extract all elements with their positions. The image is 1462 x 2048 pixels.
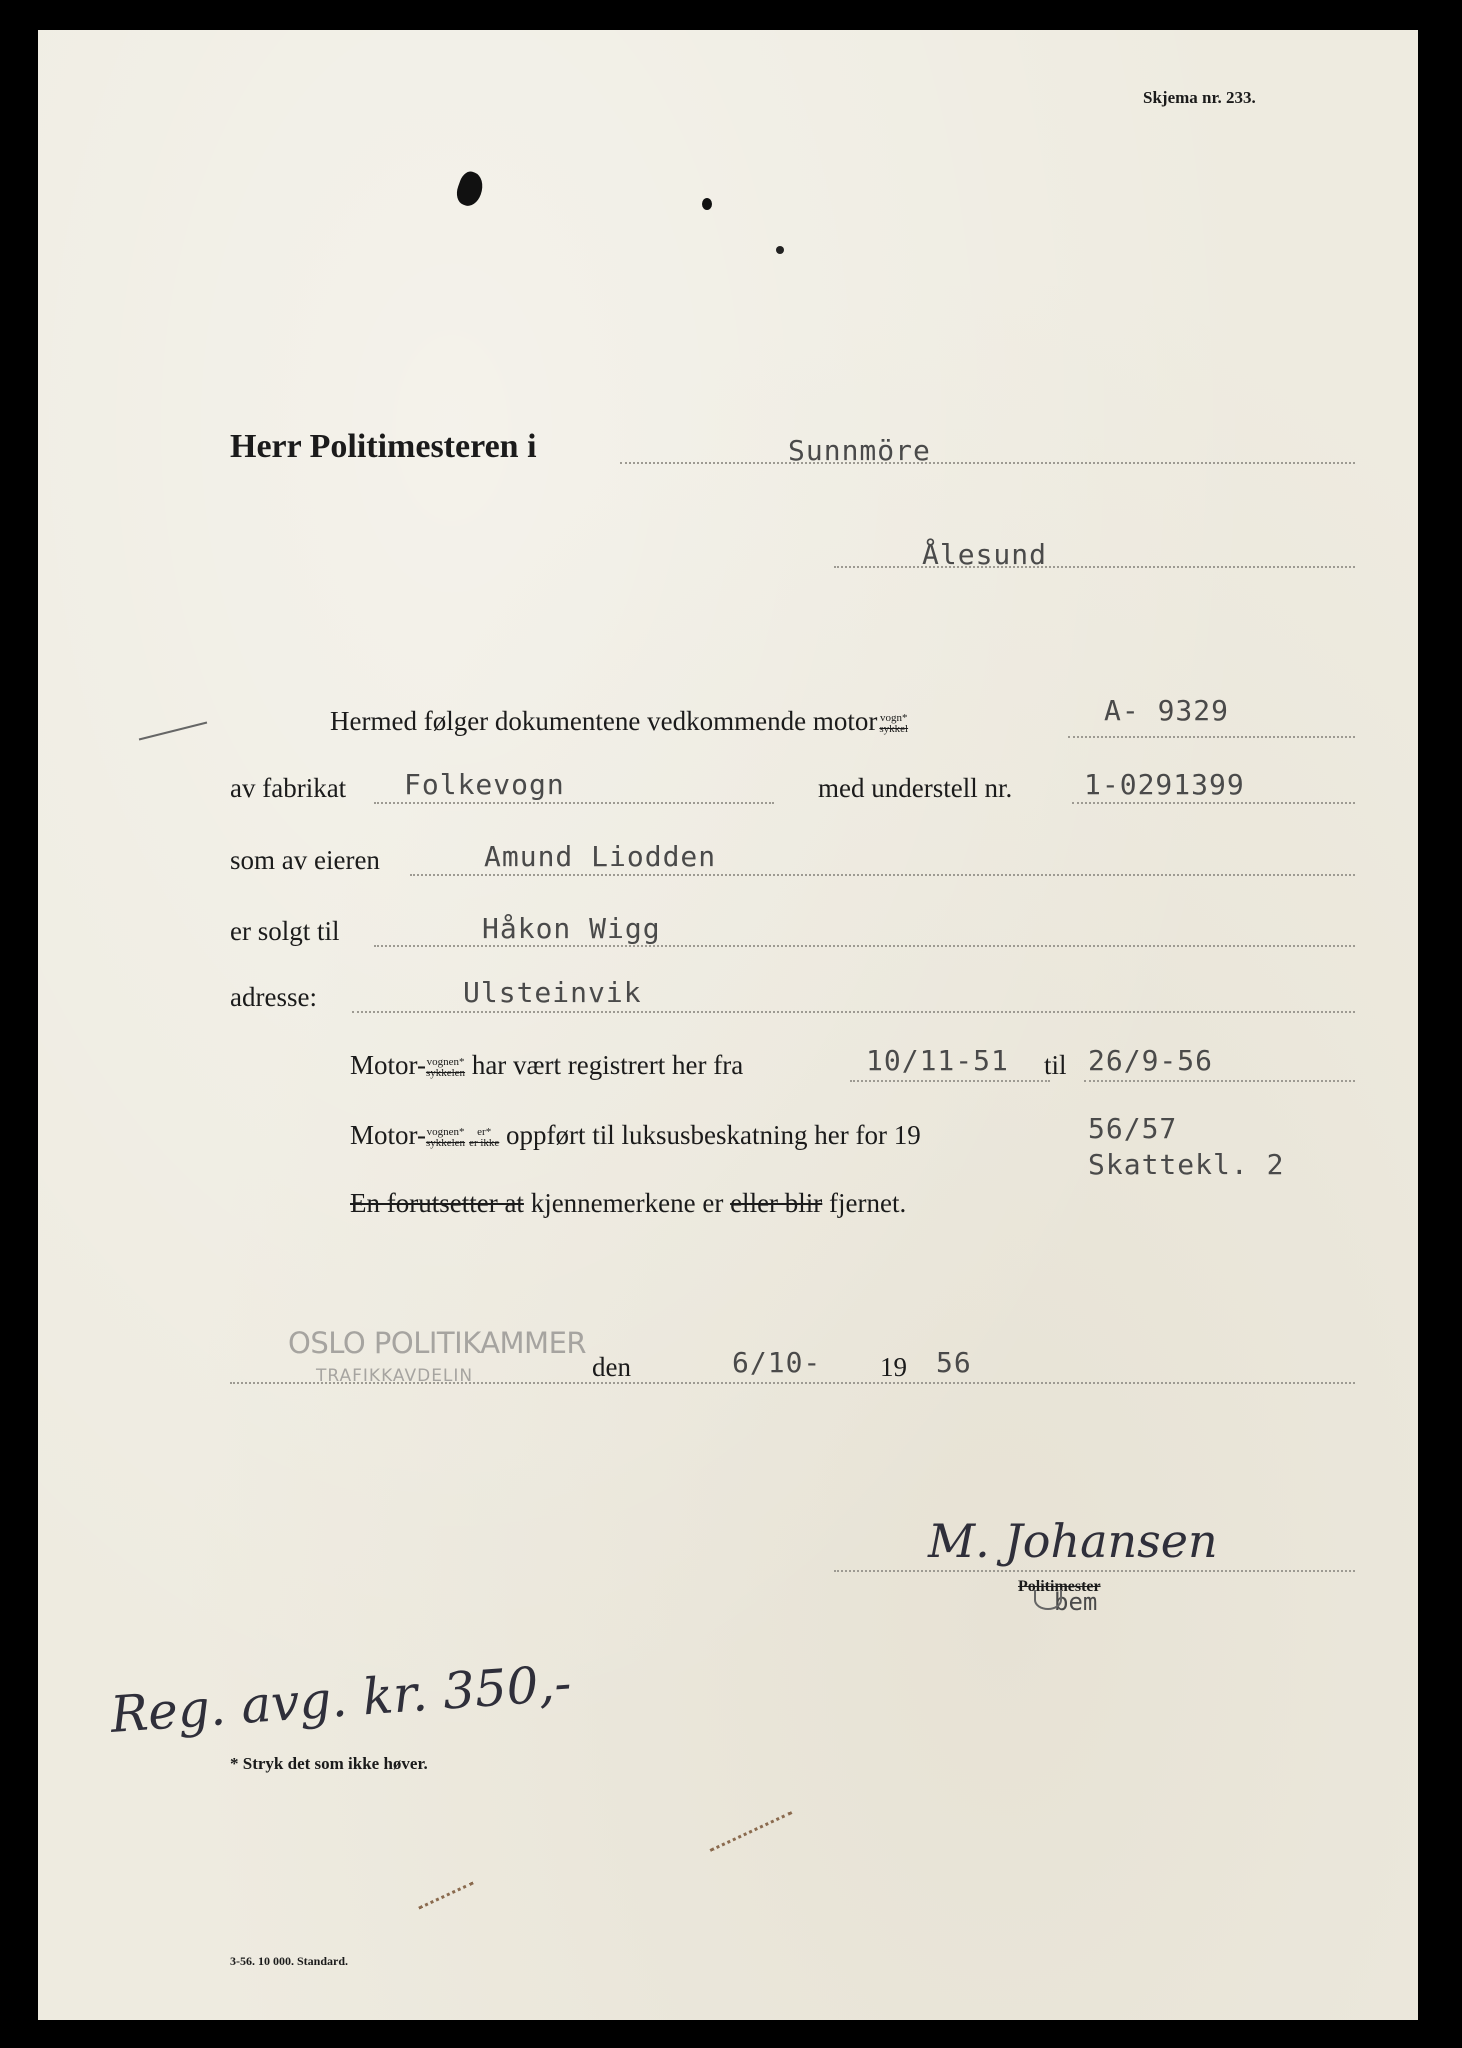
tax-year: 56/57	[1088, 1112, 1178, 1145]
fee-note: Reg. avg. kr. 350,-	[108, 1653, 574, 1745]
registered-to: 26/9-56	[1088, 1044, 1214, 1077]
registration-line: Motor- vognen* sykkelen har vært registrert her fra	[350, 1050, 744, 1080]
address-value: Ulsteinvik	[463, 976, 642, 1009]
chassis-label: med understell nr.	[818, 773, 1013, 803]
tax-class: Skattekl. 2	[1088, 1148, 1285, 1181]
plates-line: En forutsetter at kjennemerkene er eller blir fjernet.	[350, 1188, 907, 1218]
date-day: 6/10-	[732, 1346, 822, 1379]
date-den: den	[592, 1352, 631, 1382]
option-sykkelen-struck: sykkelen	[425, 1066, 466, 1079]
dotted-line	[352, 1011, 1355, 1013]
dotted-line	[230, 1382, 1355, 1384]
registration-number: A- 9329	[1104, 694, 1230, 727]
option-sykkel-struck: sykkel	[879, 722, 909, 735]
vehicle-make: Folkevogn	[404, 768, 565, 801]
paper-hole-mark	[776, 246, 784, 254]
option-sykkelen-struck: sykkelen	[425, 1136, 466, 1149]
buyer-name: Håkon Wigg	[482, 912, 661, 945]
buyer-label: er solgt til	[230, 916, 340, 946]
pencil-mark	[1034, 1590, 1062, 1610]
option-vogn: vogn*	[879, 711, 908, 724]
printer-mark: 3-56. 10 000. Standard.	[230, 1954, 349, 1968]
dotted-line	[410, 874, 1355, 876]
dotted-line	[1084, 1080, 1355, 1082]
stain-mark	[418, 1881, 474, 1909]
dotted-line	[850, 1080, 1050, 1082]
addressee-city: Ålesund	[922, 538, 1048, 571]
option-vognen: vognen*	[426, 1125, 465, 1138]
owner-name: Amund Liodden	[484, 840, 717, 873]
date-year: 56	[936, 1346, 972, 1379]
signature-title-struck: Politimester	[1018, 1578, 1101, 1595]
pencil-mark	[139, 722, 207, 741]
date-century: 19	[880, 1352, 907, 1382]
paper-hole-mark	[453, 169, 487, 209]
document-page	[38, 30, 1418, 2020]
make-label: av fabrikat	[230, 773, 347, 803]
dotted-line	[374, 802, 774, 804]
stain-mark	[710, 1811, 793, 1852]
dotted-line	[1072, 802, 1355, 804]
address-label: adresse:	[230, 982, 317, 1012]
dotted-line	[834, 1570, 1355, 1572]
registered-to-label: til	[1044, 1050, 1067, 1080]
form-number: Skjema nr. 233.	[1143, 88, 1256, 107]
dotted-line	[1068, 736, 1355, 738]
struck-phrase: eller blir	[730, 1188, 823, 1218]
signature: M. Johansen	[928, 1514, 1218, 1568]
stamp-line1: OSLO POLITIKAMMER	[288, 1326, 587, 1360]
paper-hole-mark	[702, 198, 712, 210]
addressee-district: Sunnmöre	[788, 434, 931, 467]
luxury-tax-line: Motor- vognen* sykkelen er* er ikke oppført til luksusbeskatning her for 19	[350, 1120, 921, 1150]
chassis-number: 1-0291399	[1084, 768, 1245, 801]
dotted-line	[374, 945, 1355, 947]
registered-from: 10/11-51	[866, 1044, 1009, 1077]
addressee-label: Herr Politimesteren i	[230, 428, 537, 465]
option-vognen: vognen*	[426, 1055, 465, 1068]
option-er-ikke-struck: er ikke	[469, 1136, 500, 1149]
owner-label: som av eieren	[230, 845, 380, 875]
vehicle-intro: Hermed følger dokumentene vedkommende motor vogn* sykkel	[330, 706, 909, 736]
option-er: er*	[477, 1125, 492, 1138]
dotted-line	[834, 566, 1355, 568]
stamp-line2: TRAFIKKAVDELIN	[316, 1366, 474, 1386]
struck-phrase: En forutsetter at	[350, 1188, 524, 1218]
footnote: * Stryk det som ikke høver.	[230, 1754, 428, 1773]
dotted-line	[620, 462, 1355, 464]
signature-note: bem	[1054, 1588, 1098, 1616]
